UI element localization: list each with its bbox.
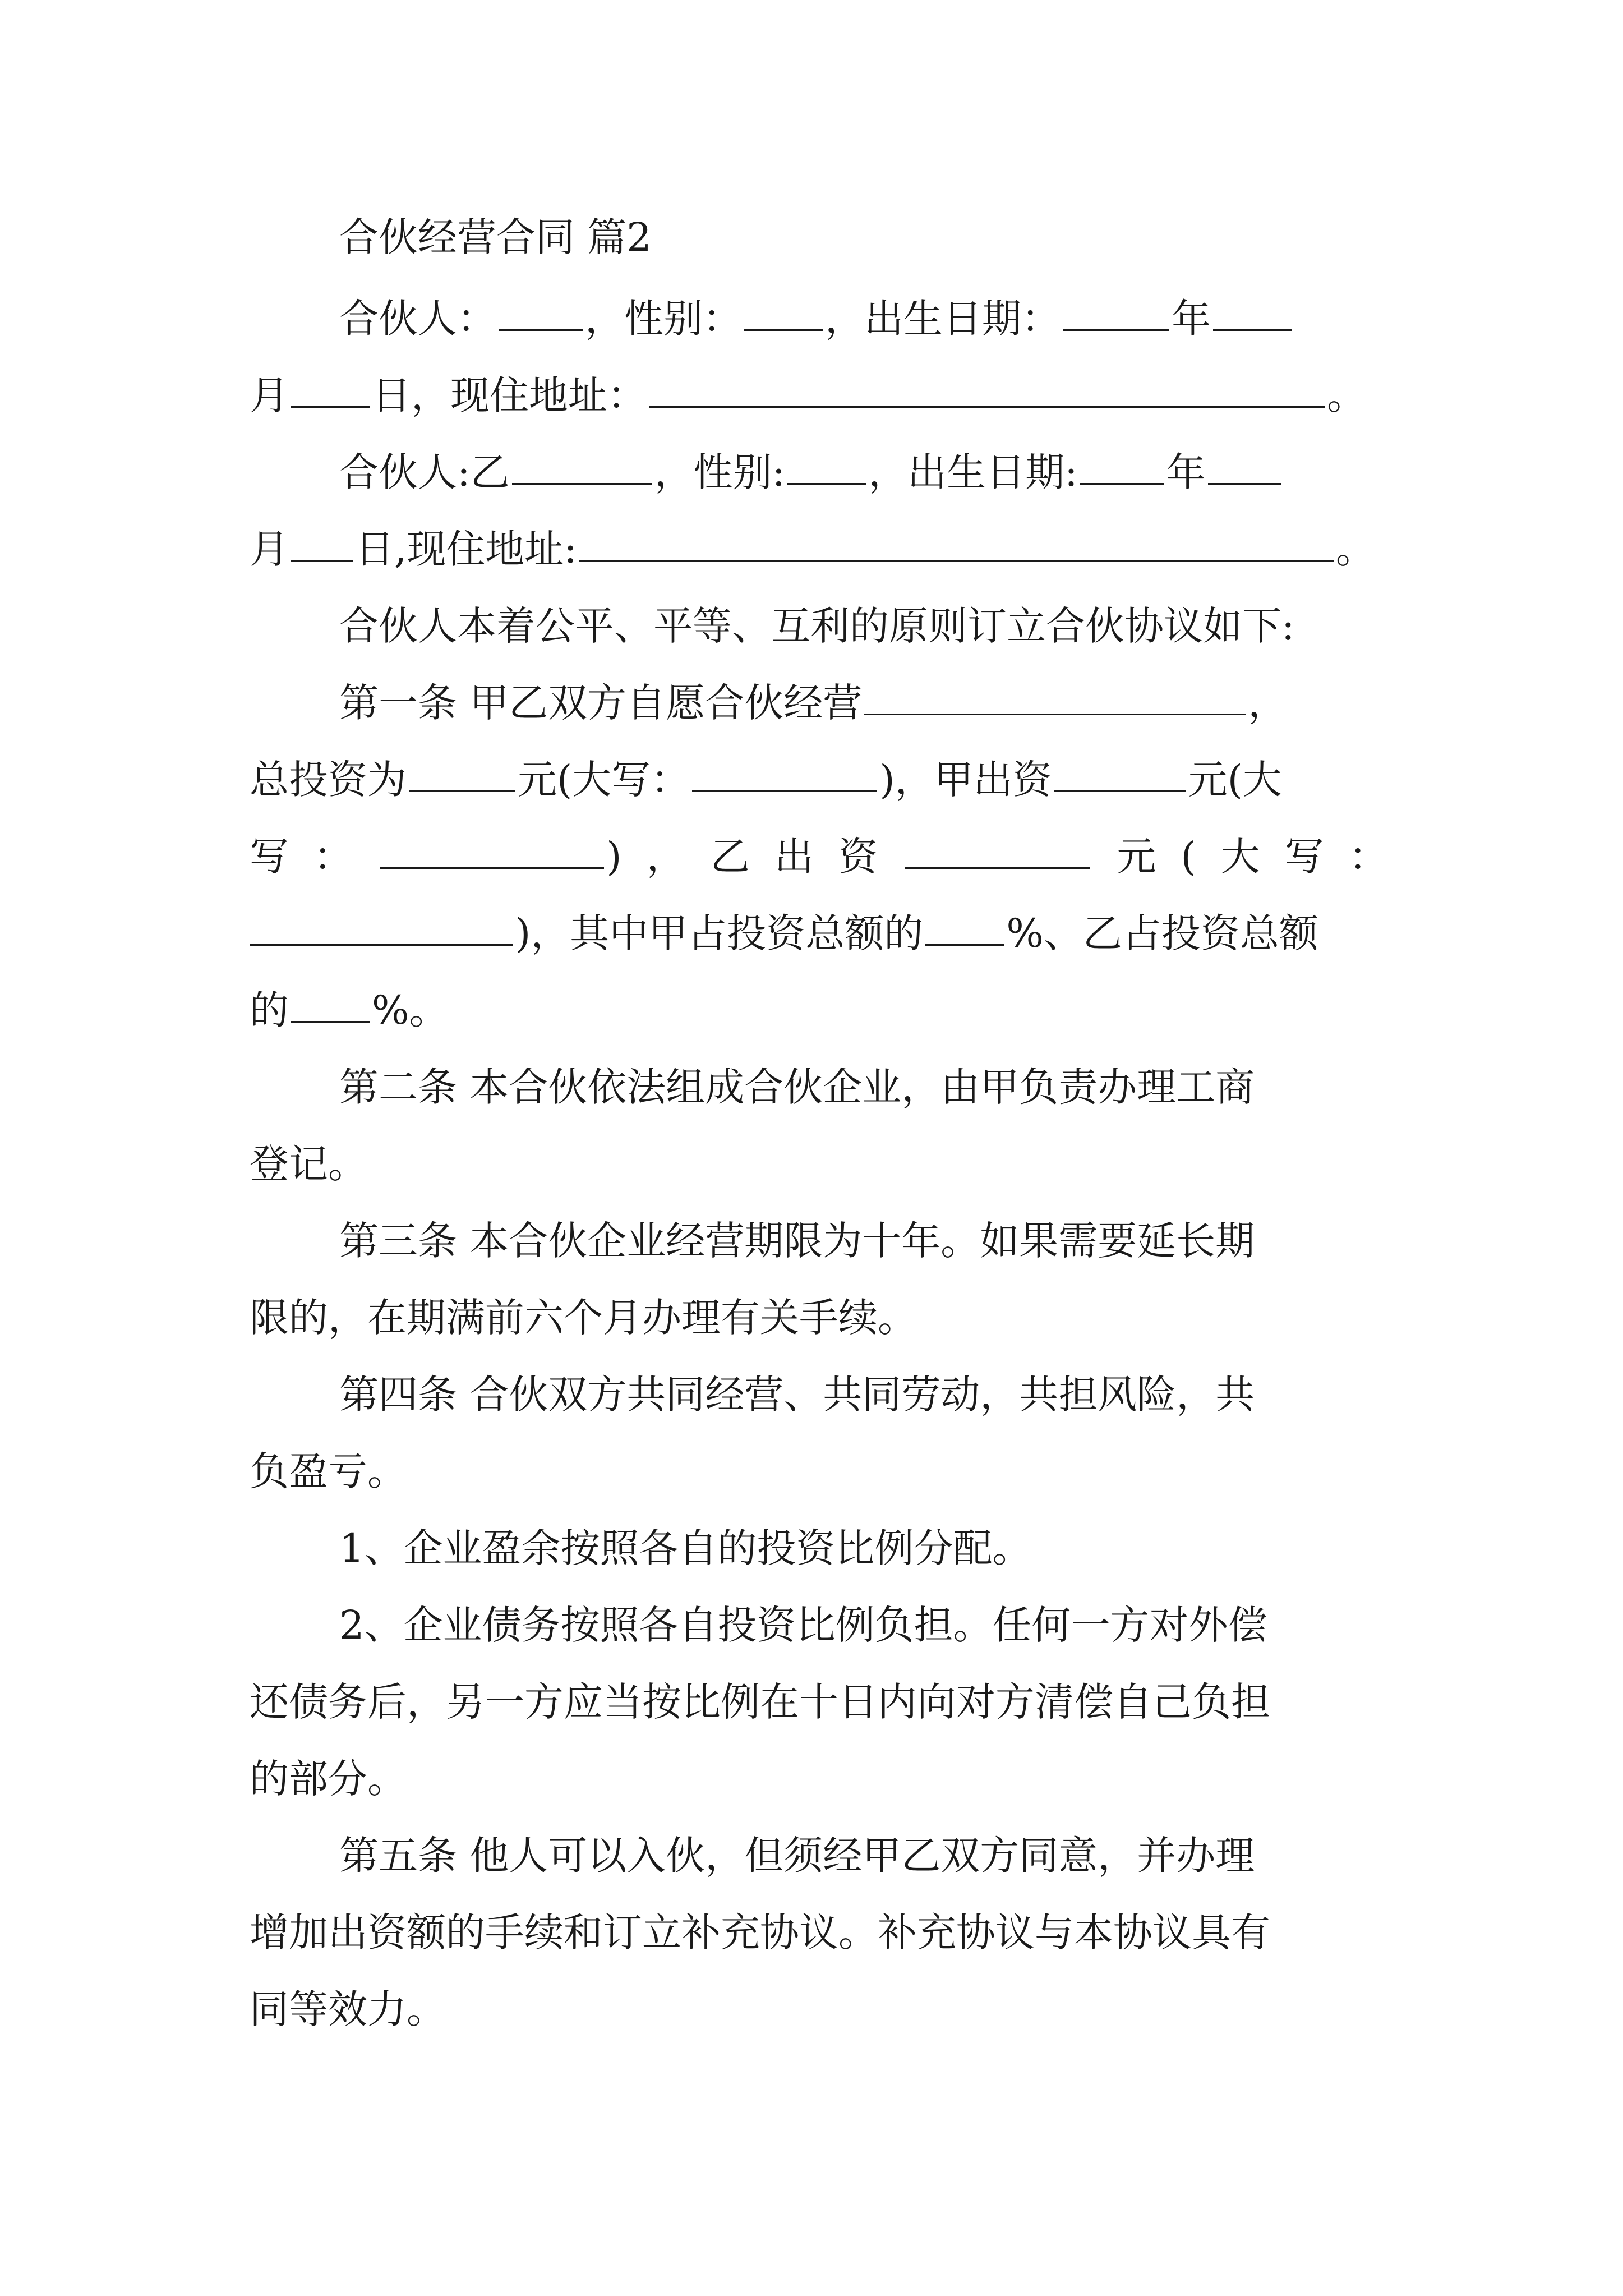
article1-text: 第一条 甲乙双方自愿合伙经营 [339,680,863,726]
article1-line-5 [250,979,1388,1041]
total-capital-blank [692,749,877,792]
party-b-capital-blank [250,903,513,946]
partner-b-address-blank [579,518,1334,562]
party-a-share-label: )，其中甲占投资总额的 [515,910,924,956]
party-b-investment-label: )，乙出资 [606,834,903,880]
partner-b-year-blank [1080,441,1164,485]
partner-b-gender-blank [787,441,866,485]
article1-line-2 [250,749,1388,811]
partner-a-line-2 [250,365,1388,426]
partner-a-gender-blank [744,288,823,331]
partner-b-line-1 [339,441,1388,503]
partner-a-gender-label: ，性别： [585,296,742,342]
article4-line-1: 第四条 合伙双方共同经营、共同劳动，共担风险，共 [339,1372,1255,1418]
partner-b-name-blank [512,441,652,485]
total-investment-blank [409,749,515,792]
partner-a-dob-label: ，出生日期： [825,296,1061,342]
total-investment-label: 总投资为 [250,757,407,803]
party-a-capital-label-2: 写： [250,834,378,880]
item2-line-3: 的部分。 [250,1756,407,1802]
partner-a-line-1 [339,288,1388,349]
partner-a-year: 年 [1172,296,1211,342]
partner-b-end: 。 [1335,526,1375,572]
partner-b-day-blank [291,518,353,562]
article3-line-1: 第三条 本合伙企业经营期限为十年。如果需要延长期 [339,1218,1255,1264]
article5-line-3: 同等效力。 [250,1986,446,2032]
party-a-investment-label: )，甲出资 [879,757,1052,803]
party-a-investment-blank [1054,749,1186,792]
intro-paragraph: 合伙人本着公平、平等、互利的原则订立合伙协议如下: [339,603,1295,649]
partner-b-line-2 [250,518,1388,580]
article1-business-blank [864,672,1246,715]
party-a-capital-blank [380,826,604,869]
partner-b-month-blank [1208,441,1281,485]
article1-l1-end: ， [1248,680,1288,726]
partner-b-dob-label: ，出生日期: [868,449,1078,495]
article1-line-4 [250,903,1388,964]
article4-line-2: 负盈亏。 [250,1448,407,1494]
party-b-investment-blank [905,826,1090,869]
partner-a-label: 合伙人： [339,296,496,342]
partner-b-year: 年 [1166,449,1206,495]
article5-line-1: 第五条 他人可以入伙，但须经甲乙双方同意，并办理 [339,1833,1255,1879]
partner-b-month: 月 [250,526,289,572]
partner-a-day-address: 日，现住地址： [372,372,647,418]
partner-b-label: 合伙人:乙 [339,449,510,495]
party-b-share-end: %。 [372,987,449,1033]
item2-line-1: 2、企业债务按照各自投资比例负担。任何一方对外偿 [339,1602,1267,1648]
item1: 1、企业盈余按照各自的投资比例分配。 [339,1525,1032,1571]
party-b-share-blank [291,979,370,1023]
partner-a-end: 。 [1327,372,1366,418]
total-capital-label: 元(大写： [518,757,690,803]
party-b-share-label-2: 的 [250,987,289,1033]
party-a-capital-label: 元(大 [1188,757,1282,803]
article1-line-3 [250,826,1388,887]
partner-a-day-blank [291,365,370,408]
partner-a-address-blank [649,365,1325,408]
item2-line-2: 还债务后，另一方应当按比例在十日内向对方清偿自己负担 [250,1679,1270,1725]
article2-line-2: 登记。 [250,1141,367,1187]
document-title: 合伙经营合同 篇2 [339,214,652,260]
party-b-capital-label: 元(大写： [1092,834,1389,880]
partner-b-gender-label: ，性别: [654,449,786,495]
partner-a-month-blank [1213,288,1292,331]
partner-a-month: 月 [250,372,289,418]
article5-line-2: 增加出资额的手续和订立补充协议。补充协议与本协议具有 [250,1910,1270,1955]
article3-line-2: 限的，在期满前六个月办理有关手续。 [250,1295,917,1341]
party-a-share-blank [925,903,1004,946]
party-b-share-label: %、乙占投资总额 [1006,910,1318,956]
partner-b-day-address: 日,现住地址: [355,526,577,572]
article1-line-1 [339,672,1388,734]
partner-a-year-blank [1063,288,1169,331]
article2-line-1: 第二条 本合伙依法组成合伙企业，由甲负责办理工商 [339,1064,1255,1110]
partner-a-name-blank [499,288,583,331]
